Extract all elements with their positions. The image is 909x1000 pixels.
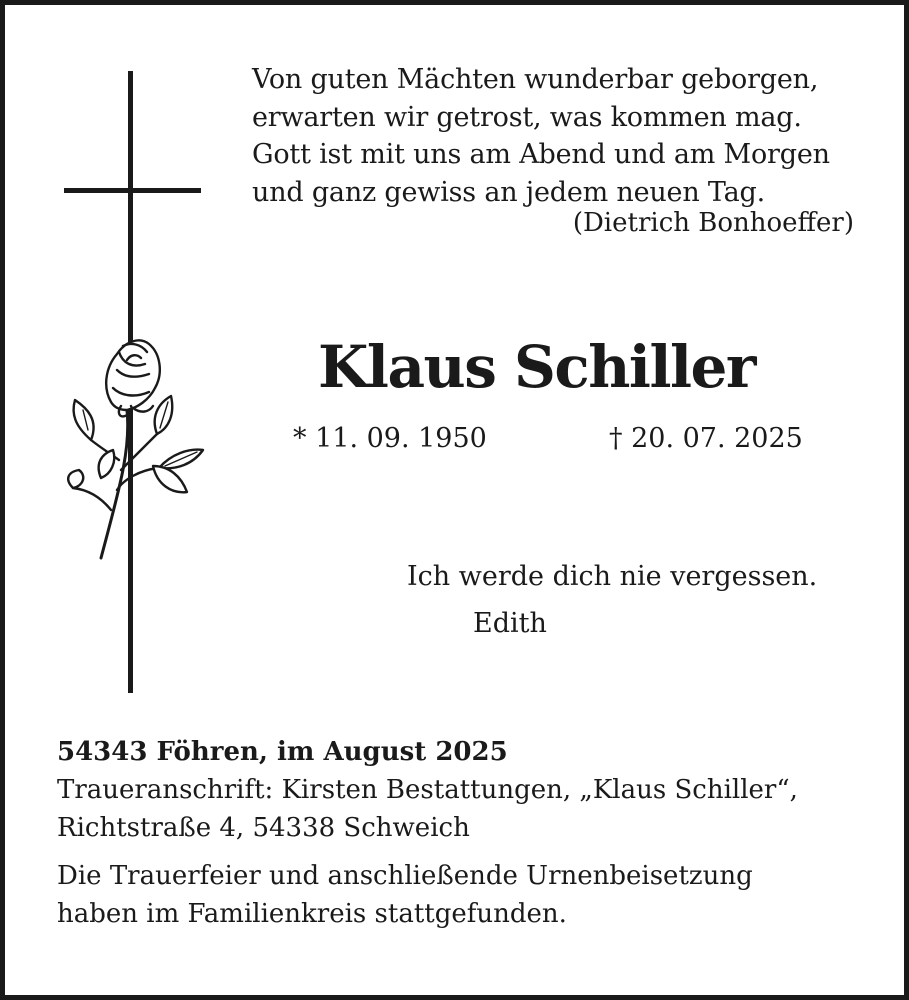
birth-date: * 11. 09. 1950 xyxy=(293,423,487,454)
funeral-notice-line: Die Trauerfeier und anschließende Urnenbeisetzung xyxy=(57,861,753,891)
place-date: 54343 Föhren, im August 2025 xyxy=(57,737,508,767)
poem xyxy=(252,61,872,211)
poem-line: erwarten wir getrost, was kommen mag. xyxy=(252,101,802,133)
poem-line: Gott ist mit uns am Abend und am Morgen xyxy=(252,139,830,170)
mourning-address-line: Traueranschrift: Kirsten Bestattungen, „Klaus Schiller“, xyxy=(57,775,798,805)
poem-line: Von guten Mächten wunderbar geborgen, xyxy=(252,64,819,95)
spacer xyxy=(57,847,877,857)
signature: Edith xyxy=(473,608,547,639)
poem-line: und ganz gewiss an jedem neuen Tag. xyxy=(252,176,765,208)
death-date: † 20. 07. 2025 xyxy=(609,423,803,454)
funeral-notice-line: haben im Familienkreis stattgefunden. xyxy=(57,899,567,929)
remembrance-text: Ich werde dich nie vergessen. xyxy=(407,561,818,592)
mourning-address-line: Richtstraße 4, 54338 Schweich xyxy=(57,813,470,843)
deceased-name: Klaus Schiller xyxy=(318,333,755,401)
poem-attribution: (Dietrich Bonhoeffer) xyxy=(572,208,854,238)
footer xyxy=(57,733,877,933)
cross-icon-horizontal-bar xyxy=(64,188,201,193)
rose-icon xyxy=(61,330,206,570)
